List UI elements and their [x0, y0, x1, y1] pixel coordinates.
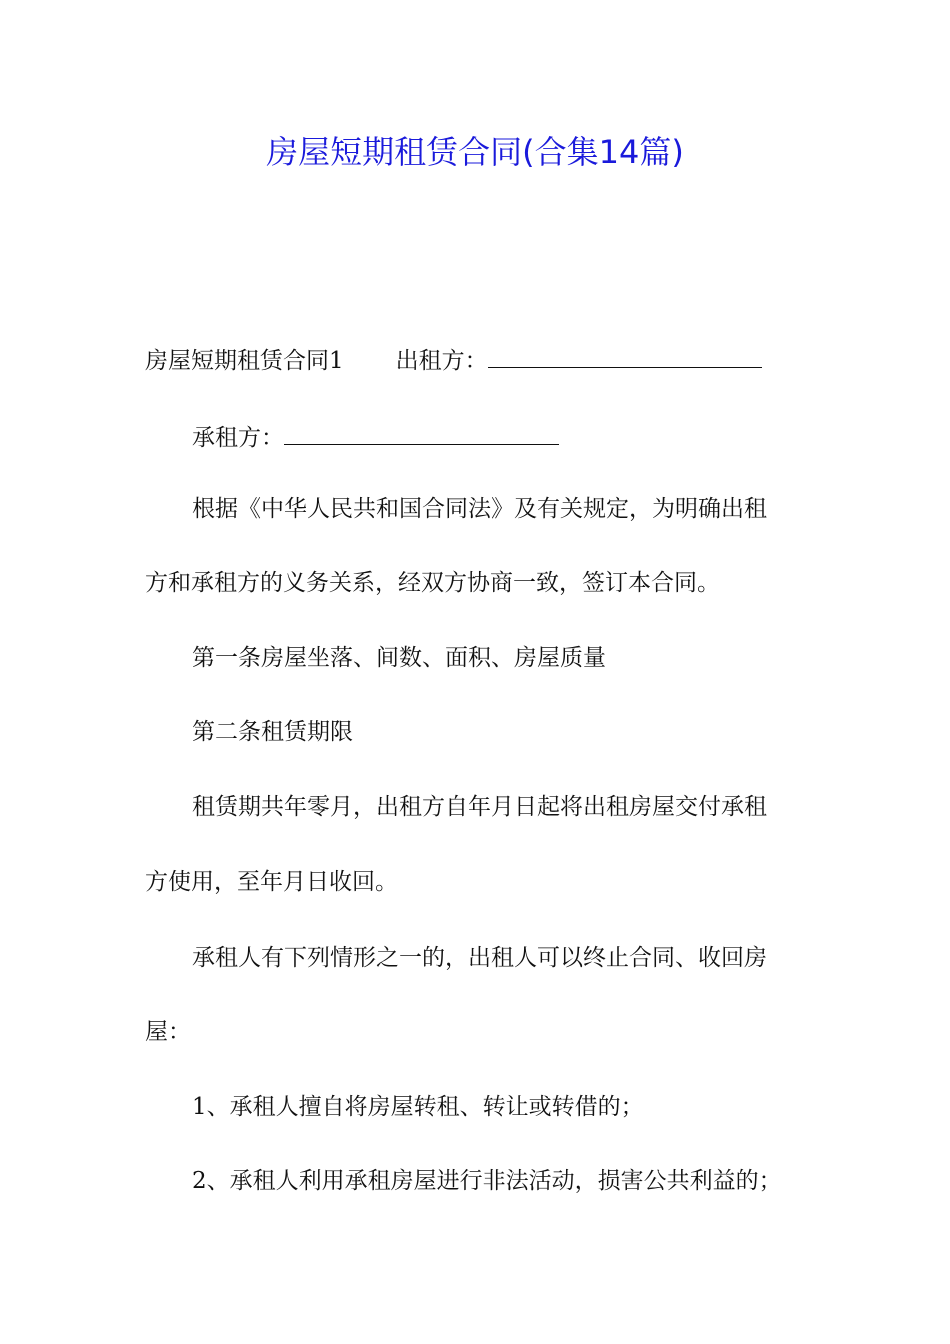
page-title: 房屋短期租赁合同(合集14篇): [266, 133, 684, 171]
article-two-heading: 第二条租赁期限: [192, 719, 353, 745]
article-one-heading: 第一条房屋坐落、间数、面积、房屋质量: [192, 645, 606, 671]
paragraph-line: 屋：: [145, 1019, 191, 1045]
paragraph-line: 方和承租方的义务关系，经双方协商一致，签订本合同。: [145, 570, 720, 596]
list-item: 1、承租人擅自将房屋转租、转让或转借的；: [192, 1094, 644, 1120]
lessor-blank-line: [488, 343, 762, 368]
lessee-line: [192, 420, 559, 456]
lessee-label: 承租方：: [192, 425, 284, 451]
paragraph-line: 根据《中华人民共和国合同法》及有关规定，为明确出租: [192, 496, 767, 522]
list-item: 2、承租人利用承租房屋进行非法活动，损害公共利益的；: [192, 1168, 782, 1194]
paragraph-line: 租赁期共年零月，出租方自年月日起将出租房屋交付承租: [192, 794, 767, 820]
paragraph-line: 承租人有下列情形之一的，出租人可以终止合同、收回房: [192, 945, 767, 971]
paragraph-line: 方使用，至年月日收回。: [145, 869, 398, 895]
lessee-blank-line: [284, 420, 559, 445]
lessor-label: 出租方：: [395, 348, 488, 374]
contract-heading-line: [145, 343, 762, 379]
contract-heading: 房屋短期租赁合同1: [145, 348, 344, 374]
